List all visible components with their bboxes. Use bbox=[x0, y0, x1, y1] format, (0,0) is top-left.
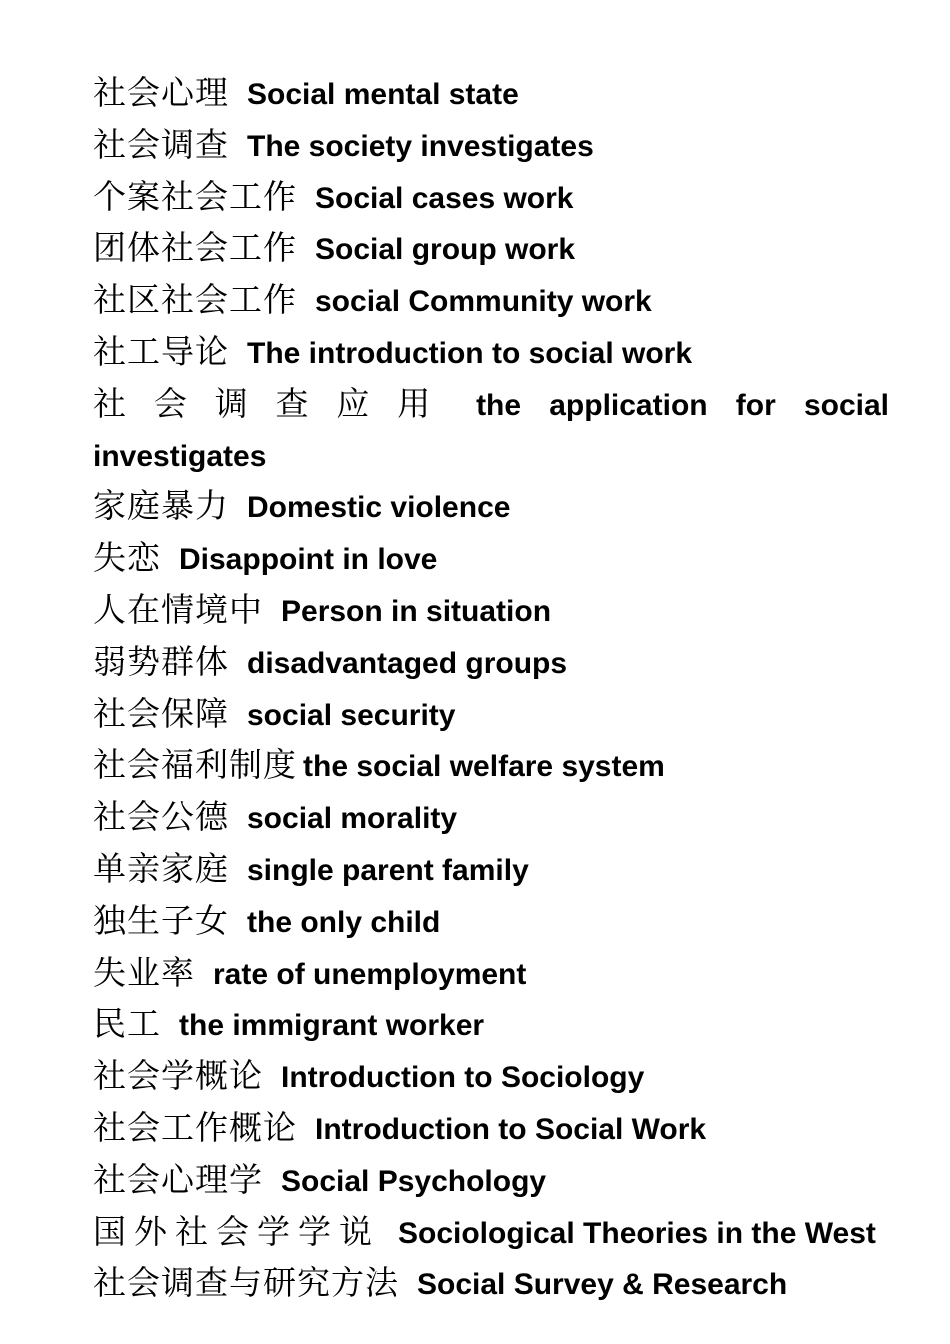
chinese-term: 弱势群体 bbox=[93, 641, 229, 681]
english-term: The introduction to social work bbox=[247, 336, 693, 370]
chinese-term: 社会保障 bbox=[93, 693, 229, 733]
english-term: the immigrant worker bbox=[179, 1009, 485, 1043]
english-term: Social Survey & Research bbox=[417, 1268, 788, 1302]
chinese-term: 社会福利制度 bbox=[93, 745, 297, 785]
chinese-term: 单亲家庭 bbox=[93, 848, 229, 888]
chinese-term: 国外社会学学说 bbox=[93, 1211, 380, 1251]
glossary-entry bbox=[73, 533, 889, 585]
glossary-entry bbox=[73, 896, 889, 948]
glossary-list bbox=[73, 68, 889, 1310]
chinese-term: 社会公德 bbox=[93, 797, 229, 837]
glossary-entry bbox=[73, 275, 889, 327]
chinese-term: 社会工作概论 bbox=[93, 1107, 297, 1147]
glossary-entry bbox=[73, 585, 889, 637]
english-term: single parent family bbox=[247, 853, 529, 887]
english-term: disadvantaged groups bbox=[247, 646, 568, 680]
glossary-entry bbox=[73, 120, 889, 172]
glossary-entry bbox=[73, 948, 889, 1000]
glossary-entry bbox=[73, 223, 889, 275]
english-term: rate of unemployment bbox=[213, 957, 527, 991]
chinese-term: 家庭暴力 bbox=[93, 486, 229, 526]
glossary-entry bbox=[73, 740, 889, 792]
chinese-term: 社区社会工作 bbox=[93, 280, 297, 320]
glossary-entry bbox=[73, 689, 889, 741]
chinese-term: 社会调查 bbox=[93, 124, 229, 164]
chinese-term: 社会调查应用 bbox=[93, 383, 459, 423]
chinese-term: 失恋 bbox=[93, 538, 161, 578]
english-term: Social mental state bbox=[247, 78, 519, 111]
english-term: the application for social investigates bbox=[93, 388, 889, 473]
chinese-term: 个案社会工作 bbox=[93, 176, 297, 216]
glossary-entry bbox=[73, 1051, 889, 1103]
chinese-term: 社会心理 bbox=[93, 73, 229, 112]
glossary-entry bbox=[73, 1258, 889, 1310]
chinese-term: 社工导论 bbox=[93, 331, 229, 371]
chinese-term: 独生子女 bbox=[93, 900, 229, 940]
english-term: Introduction to Social Work bbox=[315, 1112, 707, 1146]
chinese-term: 社会学概论 bbox=[93, 1056, 263, 1096]
chinese-term: 团体社会工作 bbox=[93, 228, 297, 268]
glossary-entry bbox=[73, 1155, 889, 1207]
english-term: Sociological Theories in the West bbox=[398, 1216, 876, 1250]
glossary-entry bbox=[73, 792, 889, 844]
english-term: Domestic violence bbox=[247, 491, 511, 525]
english-term: Person in situation bbox=[281, 594, 552, 628]
glossary-entry bbox=[73, 844, 889, 896]
english-term: The society investigates bbox=[247, 129, 594, 163]
glossary-entry bbox=[73, 999, 889, 1051]
glossary-entry bbox=[73, 68, 889, 120]
glossary-entry bbox=[73, 1207, 889, 1259]
glossary-entry bbox=[73, 1103, 889, 1155]
chinese-term: 社会调查与研究方法 bbox=[93, 1263, 399, 1303]
english-term: Disappoint in love bbox=[179, 543, 438, 577]
chinese-term: 民工 bbox=[93, 1004, 161, 1044]
english-term: the social welfare system bbox=[303, 750, 665, 784]
glossary-entry bbox=[73, 172, 889, 224]
glossary-entry bbox=[73, 379, 889, 482]
glossary-entry bbox=[73, 481, 889, 533]
chinese-term: 人在情境中 bbox=[93, 589, 263, 629]
english-term: social morality bbox=[247, 802, 458, 836]
english-term: Introduction to Sociology bbox=[281, 1061, 645, 1095]
chinese-term: 社会心理学 bbox=[93, 1159, 263, 1199]
glossary-entry bbox=[73, 327, 889, 379]
glossary-entry bbox=[73, 637, 889, 689]
english-term: social Community work bbox=[315, 285, 652, 319]
english-term: Social cases work bbox=[315, 181, 574, 215]
english-term: the only child bbox=[247, 905, 441, 939]
chinese-term: 失业率 bbox=[93, 952, 195, 992]
english-term: Social group work bbox=[315, 233, 576, 267]
english-term: social security bbox=[247, 698, 456, 732]
english-term: Social Psychology bbox=[281, 1164, 547, 1198]
